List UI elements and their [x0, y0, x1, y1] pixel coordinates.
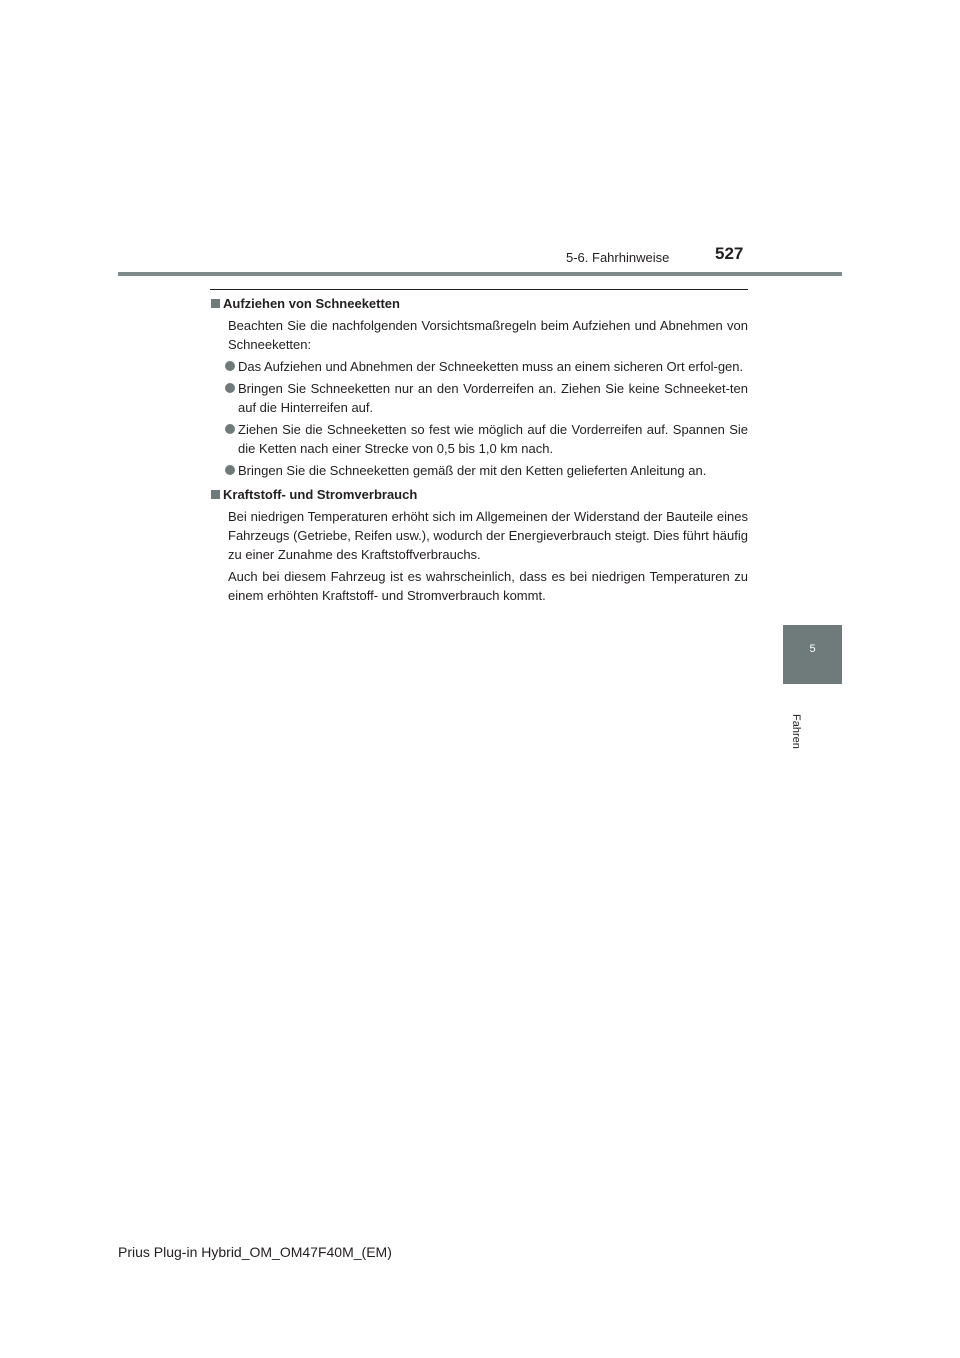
section-intro: Beachten Sie die nachfolgenden Vorsichtsmaßregeln beim Aufziehen und Abnehmen von Schneeketten:: [228, 318, 748, 352]
list-item-text: Bringen Sie Schneeketten nur an den Vorderreifen an. Ziehen Sie keine Schneeket-ten auf die Hinterreifen auf.: [238, 381, 748, 415]
square-bullet-icon: [211, 490, 220, 499]
paragraph: Bei niedrigen Temperaturen erhöht sich im Allgemeinen der Widerstand der Bauteile eines Fahrzeugs (Getriebe, Reifen usw.), wodurch der Energieverbrauch steigt. Dies führt häufig zu einer Zunahme des Kraftstoffverbrauchs.: [228, 509, 748, 562]
list-item: [210, 357, 748, 376]
section-title: [210, 294, 748, 313]
section-snow-chains: [210, 294, 748, 480]
page-content: [210, 294, 748, 605]
list-item: [210, 420, 748, 458]
square-bullet-icon: [211, 299, 220, 308]
section-title-text: Aufziehen von Schneeketten: [223, 296, 400, 311]
round-bullet-icon: [225, 361, 235, 371]
precaution-list: [210, 357, 748, 480]
list-item: [210, 379, 748, 417]
page-footer: Prius Plug-in Hybrid_OM_OM47F40M_(EM): [118, 1244, 392, 1260]
section-title: [210, 485, 748, 504]
content-divider: [210, 289, 748, 290]
chapter-tab-label: Fahren: [790, 714, 802, 749]
section-title-text: Kraftstoff- und Stromverbrauch: [223, 487, 418, 502]
list-item-text: Das Aufziehen und Abnehmen der Schneeketten muss an einem sicheren Ort erfol-gen.: [238, 359, 744, 374]
section-fuel-consumption: [210, 485, 748, 605]
list-item-text: Ziehen Sie die Schneeketten so fest wie möglich auf die Vorderreifen auf. Spannen Sie die Ketten nach einer Strecke von 0,5 bis 1,0 km nach.: [238, 422, 748, 456]
list-item: [210, 461, 748, 480]
page-number: 527: [715, 244, 744, 263]
list-item-text: Bringen Sie die Schneeketten gemäß der mit den Ketten gelieferten Anleitung an.: [238, 463, 707, 478]
paragraph: Auch bei diesem Fahrzeug ist es wahrscheinlich, dass es bei niedrigen Temperaturen zu einem erhöhten Kraftstoff- und Stromverbrauch kommt.: [228, 569, 748, 603]
header-divider: [118, 272, 842, 276]
chapter-tab-number: 5: [809, 643, 816, 655]
chapter-heading: 5-6. Fahrhinweise: [566, 250, 670, 265]
chapter-tab: [783, 625, 842, 684]
round-bullet-icon: [225, 465, 235, 475]
round-bullet-icon: [225, 383, 235, 393]
round-bullet-icon: [225, 424, 235, 434]
